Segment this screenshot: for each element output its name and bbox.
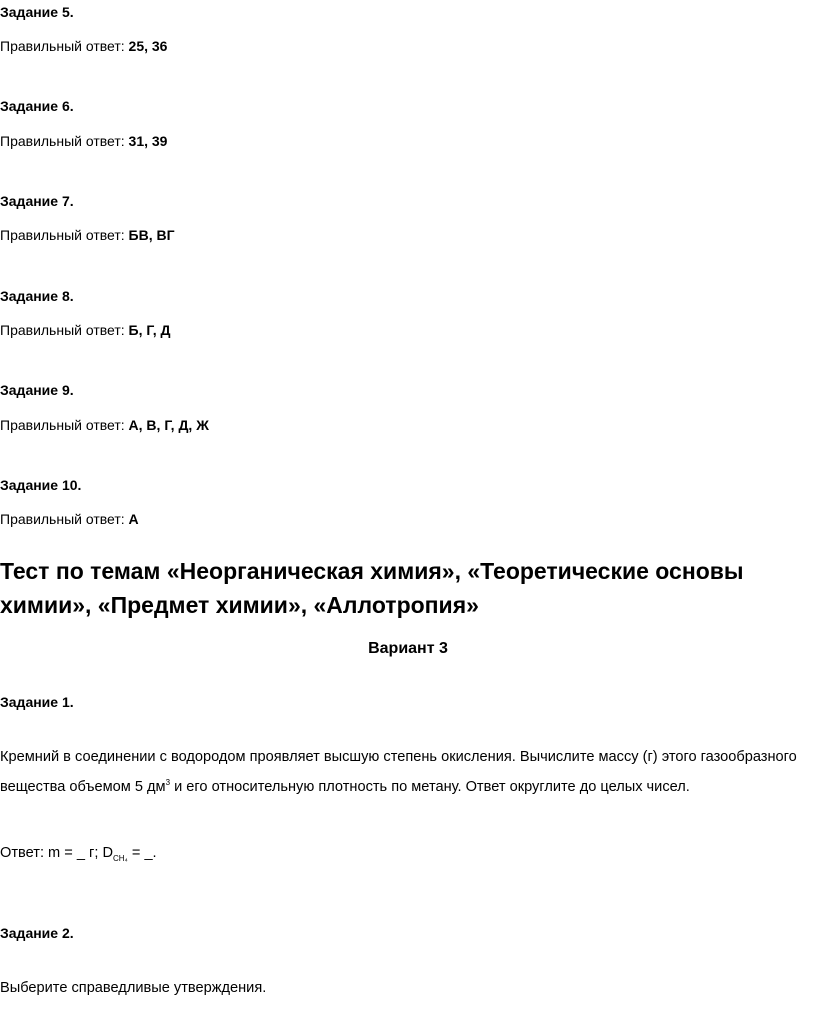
superscript: 3 <box>165 778 171 787</box>
question-text: Кремний в соединении с водородом проявляет высшую степень окисления. Вычислите массу (г) этого газообразного вещества объемом 5 дм <box>0 749 797 795</box>
answer-template-text-end: = _. <box>127 845 157 861</box>
task-question: Выберите справедливые утверждения. <box>0 980 267 996</box>
answer-label: Правильный ответ: <box>0 133 129 149</box>
question-text-continued: и его относительную плотность по метану. Ответ округлите до целых чисел. <box>170 778 690 795</box>
answer-label: Правильный ответ: <box>0 227 129 243</box>
task-title: Задание 2. <box>0 925 74 941</box>
task-title: Задание 5. <box>0 4 74 20</box>
answer-template <box>0 841 800 871</box>
task-title: Задание 9. <box>0 382 74 398</box>
task-title: Задание 8. <box>0 288 74 304</box>
test-heading: Тест по темам «Неорганическая химия», «Теоретические основы химии», «Предмет химии», «Аллотропия» <box>0 558 744 618</box>
answer-value: 31, 39 <box>128 133 168 149</box>
answer-label: Правильный ответ: <box>0 417 129 433</box>
task-question <box>0 745 800 800</box>
answer-line <box>0 416 209 434</box>
answer-value: А <box>128 511 139 527</box>
subscript: CH₄ <box>112 853 128 863</box>
answer-line <box>0 226 175 244</box>
answer-label: Правильный ответ: <box>0 511 129 527</box>
answer-value: Б, Г, Д <box>128 322 171 338</box>
answer-line <box>0 510 139 528</box>
task-title: Задание 1. <box>0 694 74 710</box>
task-title: Задание 6. <box>0 98 74 114</box>
answer-value: БВ, ВГ <box>128 227 175 243</box>
task-title: Задание 10. <box>0 477 82 493</box>
answer-line <box>0 321 171 339</box>
answer-line <box>0 37 167 55</box>
answer-value: А, В, Г, Д, Ж <box>128 417 209 433</box>
answer-value: 25, 36 <box>128 38 168 54</box>
answer-template-text: Ответ: m = _ г; D <box>0 845 113 861</box>
variant-title: Вариант 3 <box>368 640 448 657</box>
answer-label: Правильный ответ: <box>0 38 129 54</box>
task-title: Задание 7. <box>0 193 74 209</box>
answer-label: Правильный ответ: <box>0 322 129 338</box>
answer-line <box>0 132 167 150</box>
